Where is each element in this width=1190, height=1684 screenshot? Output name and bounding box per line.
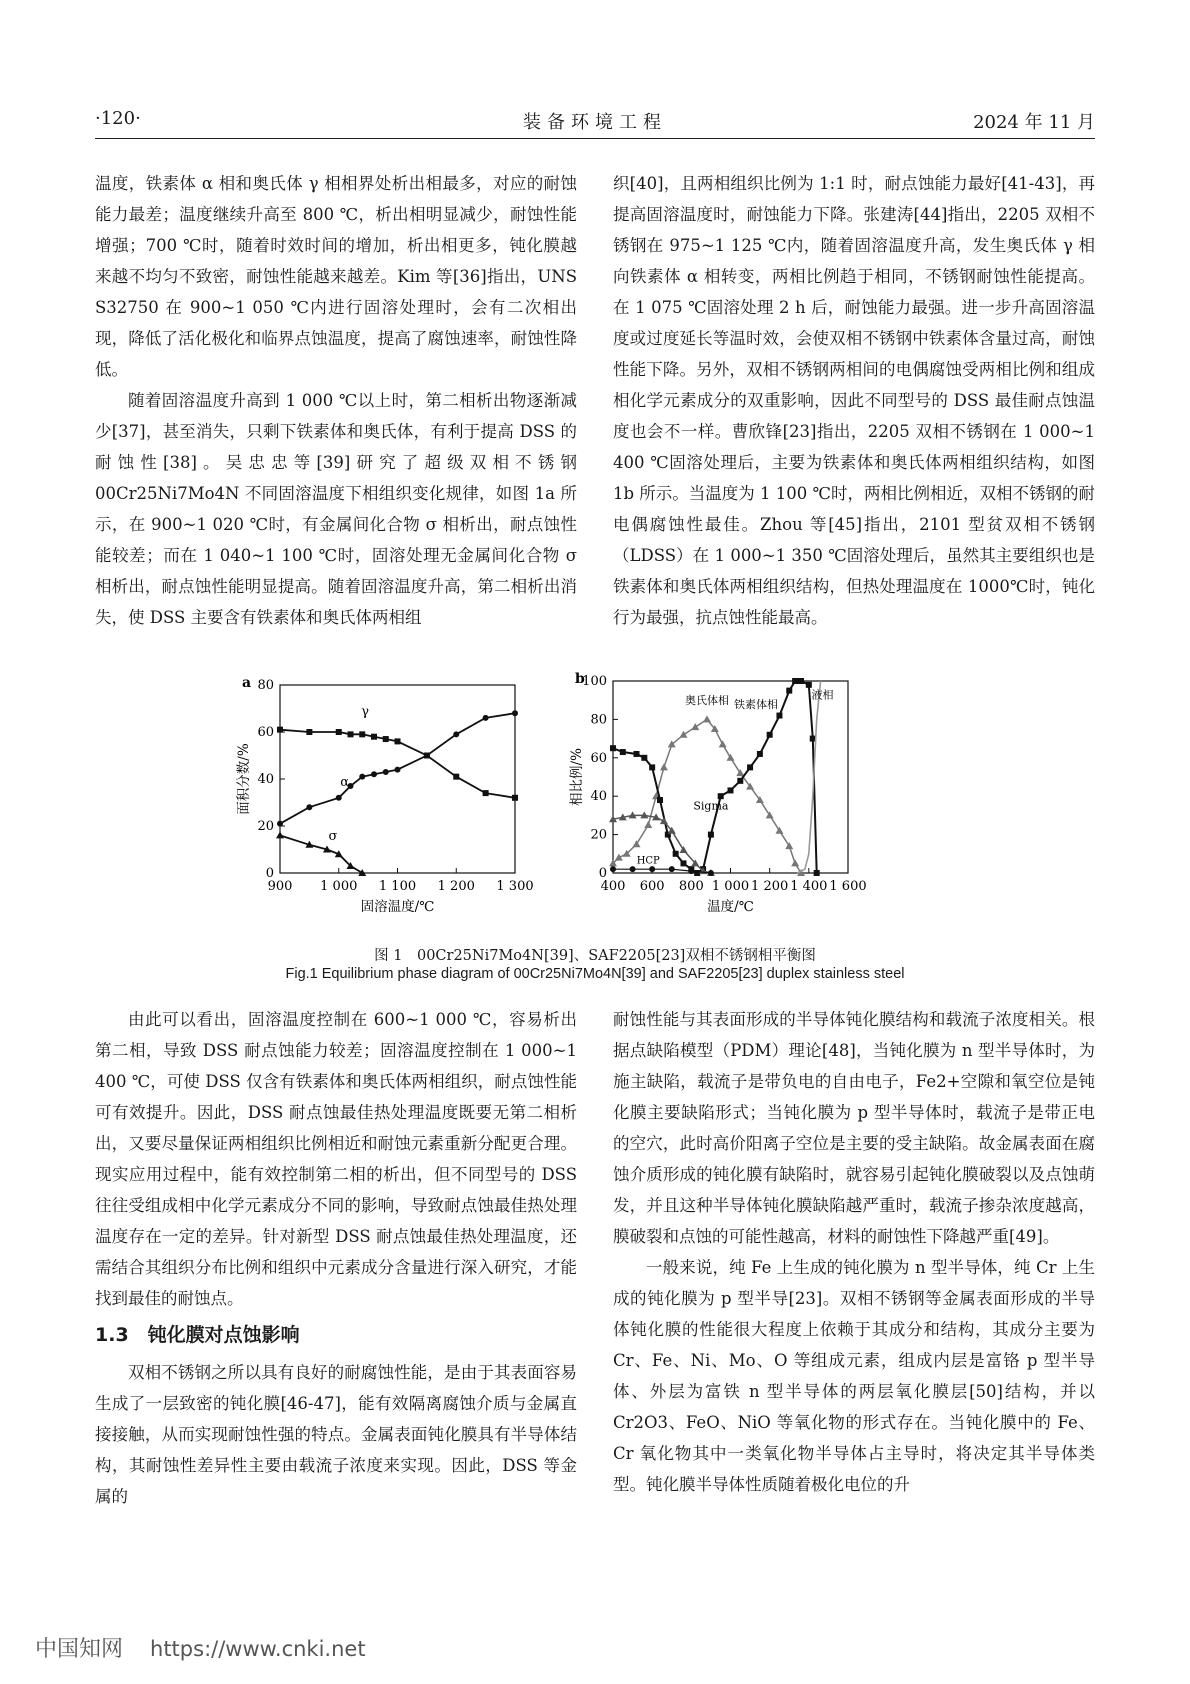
data-point: [633, 840, 641, 847]
series-label: σ: [328, 829, 338, 845]
data-point: [798, 678, 804, 684]
figure-caption-en: Fig.1 Equilibrium phase diagram of 00Cr25Ni7Mo4N[39] and SAF2205[23] duplex stainless steel: [285, 966, 905, 982]
data-point: [336, 729, 342, 735]
data-point: [718, 793, 724, 799]
journal-name: 装备环境工程: [523, 112, 667, 133]
x-axis-label: 温度/℃: [707, 899, 754, 915]
plot-frame: [613, 681, 848, 873]
right-column-top: [613, 168, 1095, 633]
data-point: [512, 795, 518, 801]
cnki-logo: 中国知网: [35, 1637, 124, 1662]
data-point: [736, 769, 744, 776]
data-point: [395, 767, 401, 773]
data-point: [615, 854, 623, 861]
data-point: [383, 736, 389, 742]
y-tick-label: 80: [257, 678, 274, 693]
data-point: [359, 731, 365, 737]
right-column-bottom: [613, 1004, 1095, 1500]
data-point: [348, 731, 354, 737]
series-label: α: [340, 775, 350, 791]
phase-diagram-figure: [236, 655, 965, 955]
chart-panel-b: [568, 671, 867, 915]
data-point: [483, 715, 489, 721]
data-point: [512, 710, 518, 716]
data-point: [649, 866, 655, 872]
plot-frame: [280, 685, 515, 873]
data-point: [277, 727, 283, 733]
y-tick-label: 40: [590, 789, 607, 805]
page-header: [95, 108, 1095, 138]
data-point: [634, 751, 640, 757]
x-tick-label: 600: [639, 879, 665, 894]
data-point: [680, 846, 688, 853]
data-point: [276, 831, 284, 838]
x-tick-label: 1 100: [378, 879, 417, 894]
series-label: Sigma: [693, 799, 729, 813]
x-tick-label: 1 300: [496, 879, 534, 894]
series-label: 奥氏体相: [685, 694, 729, 708]
data-point: [785, 842, 793, 849]
data-point: [703, 715, 711, 722]
paragraph: 随着固溶温度升高到 1 000 ℃以上时，第二相析出物逐渐减少[37]，甚至消失，只剩下铁素体和奥氏体，有利于提高 DSS 的耐蚀性[38]。吴忠忠等[39]研究了超级双相不锈钢 00Cr25Ni7Mo4N 不同固溶温度下相组织变化规律，如图 1a 所示，在 900~1 020 ℃时，有金属间化合物 σ 相析出，耐点蚀性能较差；而在 1 040~1 100 ℃时，固溶处理无金属间化合物 σ 相析出，耐点蚀性能明显提高。随着固溶温度升高，第二相析出消失，使 DSS 主要含有铁素体和奥氏体两相组: [95, 391, 577, 627]
data-point: [806, 682, 812, 688]
paragraph: 双相不锈钢之所以具有良好的耐腐蚀性能，是由于其表面容易生成了一层致密的钝化膜[46-47]，能有效隔离腐蚀介质与金属直接接触，从而实现耐蚀性强的特点。金属表面钝化膜具有半导体结构，其耐蚀性差异性主要由载流子浓度来实现。因此，DSS 等金属的: [95, 1363, 577, 1506]
data-point: [306, 804, 312, 810]
series-label: γ: [361, 704, 370, 720]
y-tick-label: 100: [582, 674, 607, 689]
series-line: [797, 681, 821, 873]
paragraph: 织[40]，且两相组织比例为 1:1 时，耐点蚀能力最好[41-43]，再提高固溶温度时，耐蚀能力下降。张建涛[44]指出，2205 双相不锈钢在 975~1 125 ℃内，随着固溶温度升高，发生奥氏体 γ 相向铁素体 α 相转变，两相比例趋于相同，不锈钢耐蚀性能提高。在 1 075 ℃固溶处理 2 h 后，耐蚀能力最强。进一步升高固溶温度或过度延长等温时效，会使双相不锈钢中铁素体含量过高，耐蚀性能下降。另外，双相不锈钢两相间的电偶腐蚀受两相比例和组成相化学元素成分的双重影响，因此不同型号的 DSS 最佳耐点蚀温度也会不一样。曹欣锋[23]指出，2205 双相不锈钢在 1 000~1 400 ℃固溶处理后，主要为铁素体和奥氏体两相组织结构，如图 1b 所示。当温度为 1 100 ℃时，两相比例相近，双相不锈钢的耐电偶腐蚀性最佳。Zhou 等[45]指出，2101 型贫双相不锈钢（LDSS）在 1 000~1 350 ℃固溶处理后，虽然其主要组织也是铁素体和奥氏体两相组织结构，但热处理温度在 1000℃时，钝化行为最强，抗点蚀性能最高。: [613, 174, 1095, 627]
data-point: [688, 868, 694, 874]
data-point: [792, 678, 798, 684]
data-point: [775, 827, 783, 834]
data-point: [776, 713, 782, 719]
issue-date: 2024 年 11 月: [973, 112, 1095, 133]
data-point: [691, 723, 699, 730]
paragraph: 温度，铁素体 α 相和奥氏体 γ 相相界处析出相最多，对应的耐蚀能力最差；温度继续升高至 800 ℃，析出相明显减少，耐蚀性能增强；700 ℃时，随着时效时间的增加，析出相更多，钝化膜越来越不均匀不致密，耐蚀性能越来越差。Kim 等[36]指出，UNS S32750 在 900~1 050 ℃内进行固溶处理时，会有二次相出现，降低了活化极化和临界点蚀温度，提高了腐蚀速率，耐蚀性降低。: [95, 174, 577, 379]
paragraph: 一般来说，纯 Fe 上生成的钝化膜为 n 型半导体，纯 Cr 上生成的钝化膜为 p 型半导[23]。双相不锈钢等金属表面形成的半导体钝化膜的性能很大程度上依赖于其成分和结构，其成分主要为 Cr、Fe、Ni、Mo、O 等组成元素，组成内层是富铬 p 型半导体、外层为富铁 n 型半导体的两层氧化膜层[50]结构，并以 Cr2O3、FeO、NiO 等氧化物的形式存在。当钝化膜中的 Fe、Cr 氧化物其中一类氧化物半导体占主导时，将决定其半导体类型。钝化膜半导体性质随着极化电位的升: [613, 1258, 1095, 1494]
data-point: [620, 749, 626, 755]
left-column-bottom: [95, 1004, 577, 1512]
panel-letter: a: [242, 675, 252, 691]
y-tick-label: 80: [590, 712, 607, 728]
data-point: [660, 817, 668, 824]
data-point: [767, 732, 773, 738]
footer-watermark: [35, 1632, 366, 1663]
left-column-top: [95, 168, 577, 633]
data-point: [747, 764, 753, 770]
series-label: 液相: [811, 688, 834, 702]
data-point: [641, 755, 647, 761]
x-axis-label: 固溶温度/℃: [360, 899, 435, 915]
x-tick-label: 1 000: [711, 879, 750, 894]
series-line: [613, 681, 817, 873]
data-point: [610, 866, 616, 872]
panel-letter: b: [575, 671, 585, 687]
y-tick-label: 0: [598, 866, 607, 881]
data-point: [719, 740, 727, 747]
series-label: HCP: [636, 855, 660, 867]
data-point: [424, 753, 430, 759]
data-point: [453, 774, 459, 780]
x-tick-label: 1 200: [437, 879, 475, 894]
y-tick-label: 20: [590, 827, 607, 843]
x-tick-label: 800: [678, 879, 704, 894]
data-point: [306, 729, 312, 735]
data-point: [277, 821, 283, 827]
data-point: [383, 769, 389, 775]
data-point: [757, 751, 763, 757]
data-point: [453, 731, 459, 737]
y-axis-label: 相比例/%: [569, 748, 585, 806]
data-point: [708, 832, 714, 838]
data-point: [644, 821, 652, 828]
page-number: ·120·: [95, 108, 141, 129]
x-tick-label: 1 400: [790, 879, 828, 894]
data-point: [727, 754, 735, 761]
data-point: [737, 778, 743, 784]
y-tick-label: 0: [265, 866, 274, 881]
y-tick-label: 60: [257, 725, 274, 740]
header-rule: [95, 138, 1095, 139]
x-tick-label: 400: [600, 879, 626, 894]
x-tick-label: 900: [267, 879, 293, 894]
x-tick-label: 1 000: [320, 879, 358, 894]
y-tick-label: 40: [257, 772, 274, 787]
data-point: [336, 795, 342, 801]
data-point: [660, 763, 668, 770]
data-point: [681, 860, 687, 866]
data-point: [728, 787, 734, 793]
y-tick-label: 60: [590, 750, 607, 766]
x-tick-label: 1 600: [829, 879, 867, 894]
data-point: [630, 866, 636, 872]
data-point: [791, 859, 799, 866]
x-tick-label: 1 200: [751, 879, 789, 894]
data-point: [371, 771, 377, 777]
data-point: [657, 797, 663, 803]
data-point: [649, 764, 655, 770]
data-point: [371, 734, 377, 740]
data-point: [673, 851, 679, 857]
data-point: [483, 790, 489, 796]
cnki-url[interactable]: https://www.cnki.net: [150, 1637, 366, 1661]
data-point: [669, 866, 675, 872]
figure-caption-cn: 图 1 00Cr25Ni7Mo4N[39]、SAF2205[23]双相不锈钢相平衡图: [374, 948, 816, 964]
data-point: [680, 731, 688, 738]
paragraph: 由此可以看出，固溶温度控制在 600~1 000 ℃，容易析出第二相，导致 DSS 耐点蚀能力较差；固溶温度控制在 1 000~1 400 ℃，可使 DSS 仅含有铁素体和奥氏体两相组织，耐点蚀性能可有效提升。因此，DSS 耐点蚀最佳热处理温度既要无第二相析出，又要尽量保证两相组织比例相近和耐蚀元素重新分配更合理。现实应用过程中，能有效控制第二相的析出，但不同型号的 DSS 往往受组成相中化学元素成分不同的影响，导致耐点蚀最佳热处理温度存在一定的差异。针对新型 DSS 耐点蚀最佳热处理温度，还需结合其组织分布比例和组织中元素成分含量进行深入研究，才能找到最佳的耐蚀点。: [95, 1010, 577, 1308]
data-point: [814, 870, 820, 876]
data-point: [708, 870, 714, 876]
data-point: [786, 688, 792, 694]
paragraph: 耐蚀性能与其表面形成的半导体钝化膜结构和载流子浓度相关。根据点缺陷模型（PDM）理论[48]，当钝化膜为 n 型半导体时，为施主缺陷，载流子是带负电的自由电子，Fe2+空隙和氧空位是钝化膜主要缺陷形式；当钝化膜为 p 型半导体时，载流子是带正电的空穴，此时高价阳离子空位是主要的受主缺陷。故金属表面在腐蚀介质形成的钝化膜有缺陷时，就容易引起钝化膜破裂以及点蚀萌发，并且这种半导体钝化膜缺陷越严重时，载流子掺杂浓度越高，膜破裂和点蚀的可能性越高，材料的耐蚀性下降越严重[49]。: [613, 1010, 1095, 1246]
y-axis-label: 面积分数/%: [236, 743, 252, 815]
data-point: [359, 774, 365, 780]
data-point: [766, 811, 774, 818]
data-point: [395, 738, 401, 744]
section-title: 1.3 钝化膜对点蚀影响: [95, 1324, 300, 1346]
data-point: [610, 745, 616, 751]
series-label: 铁素体相: [733, 697, 778, 711]
y-tick-label: 20: [257, 819, 274, 834]
chart-panel-a: [235, 675, 534, 915]
